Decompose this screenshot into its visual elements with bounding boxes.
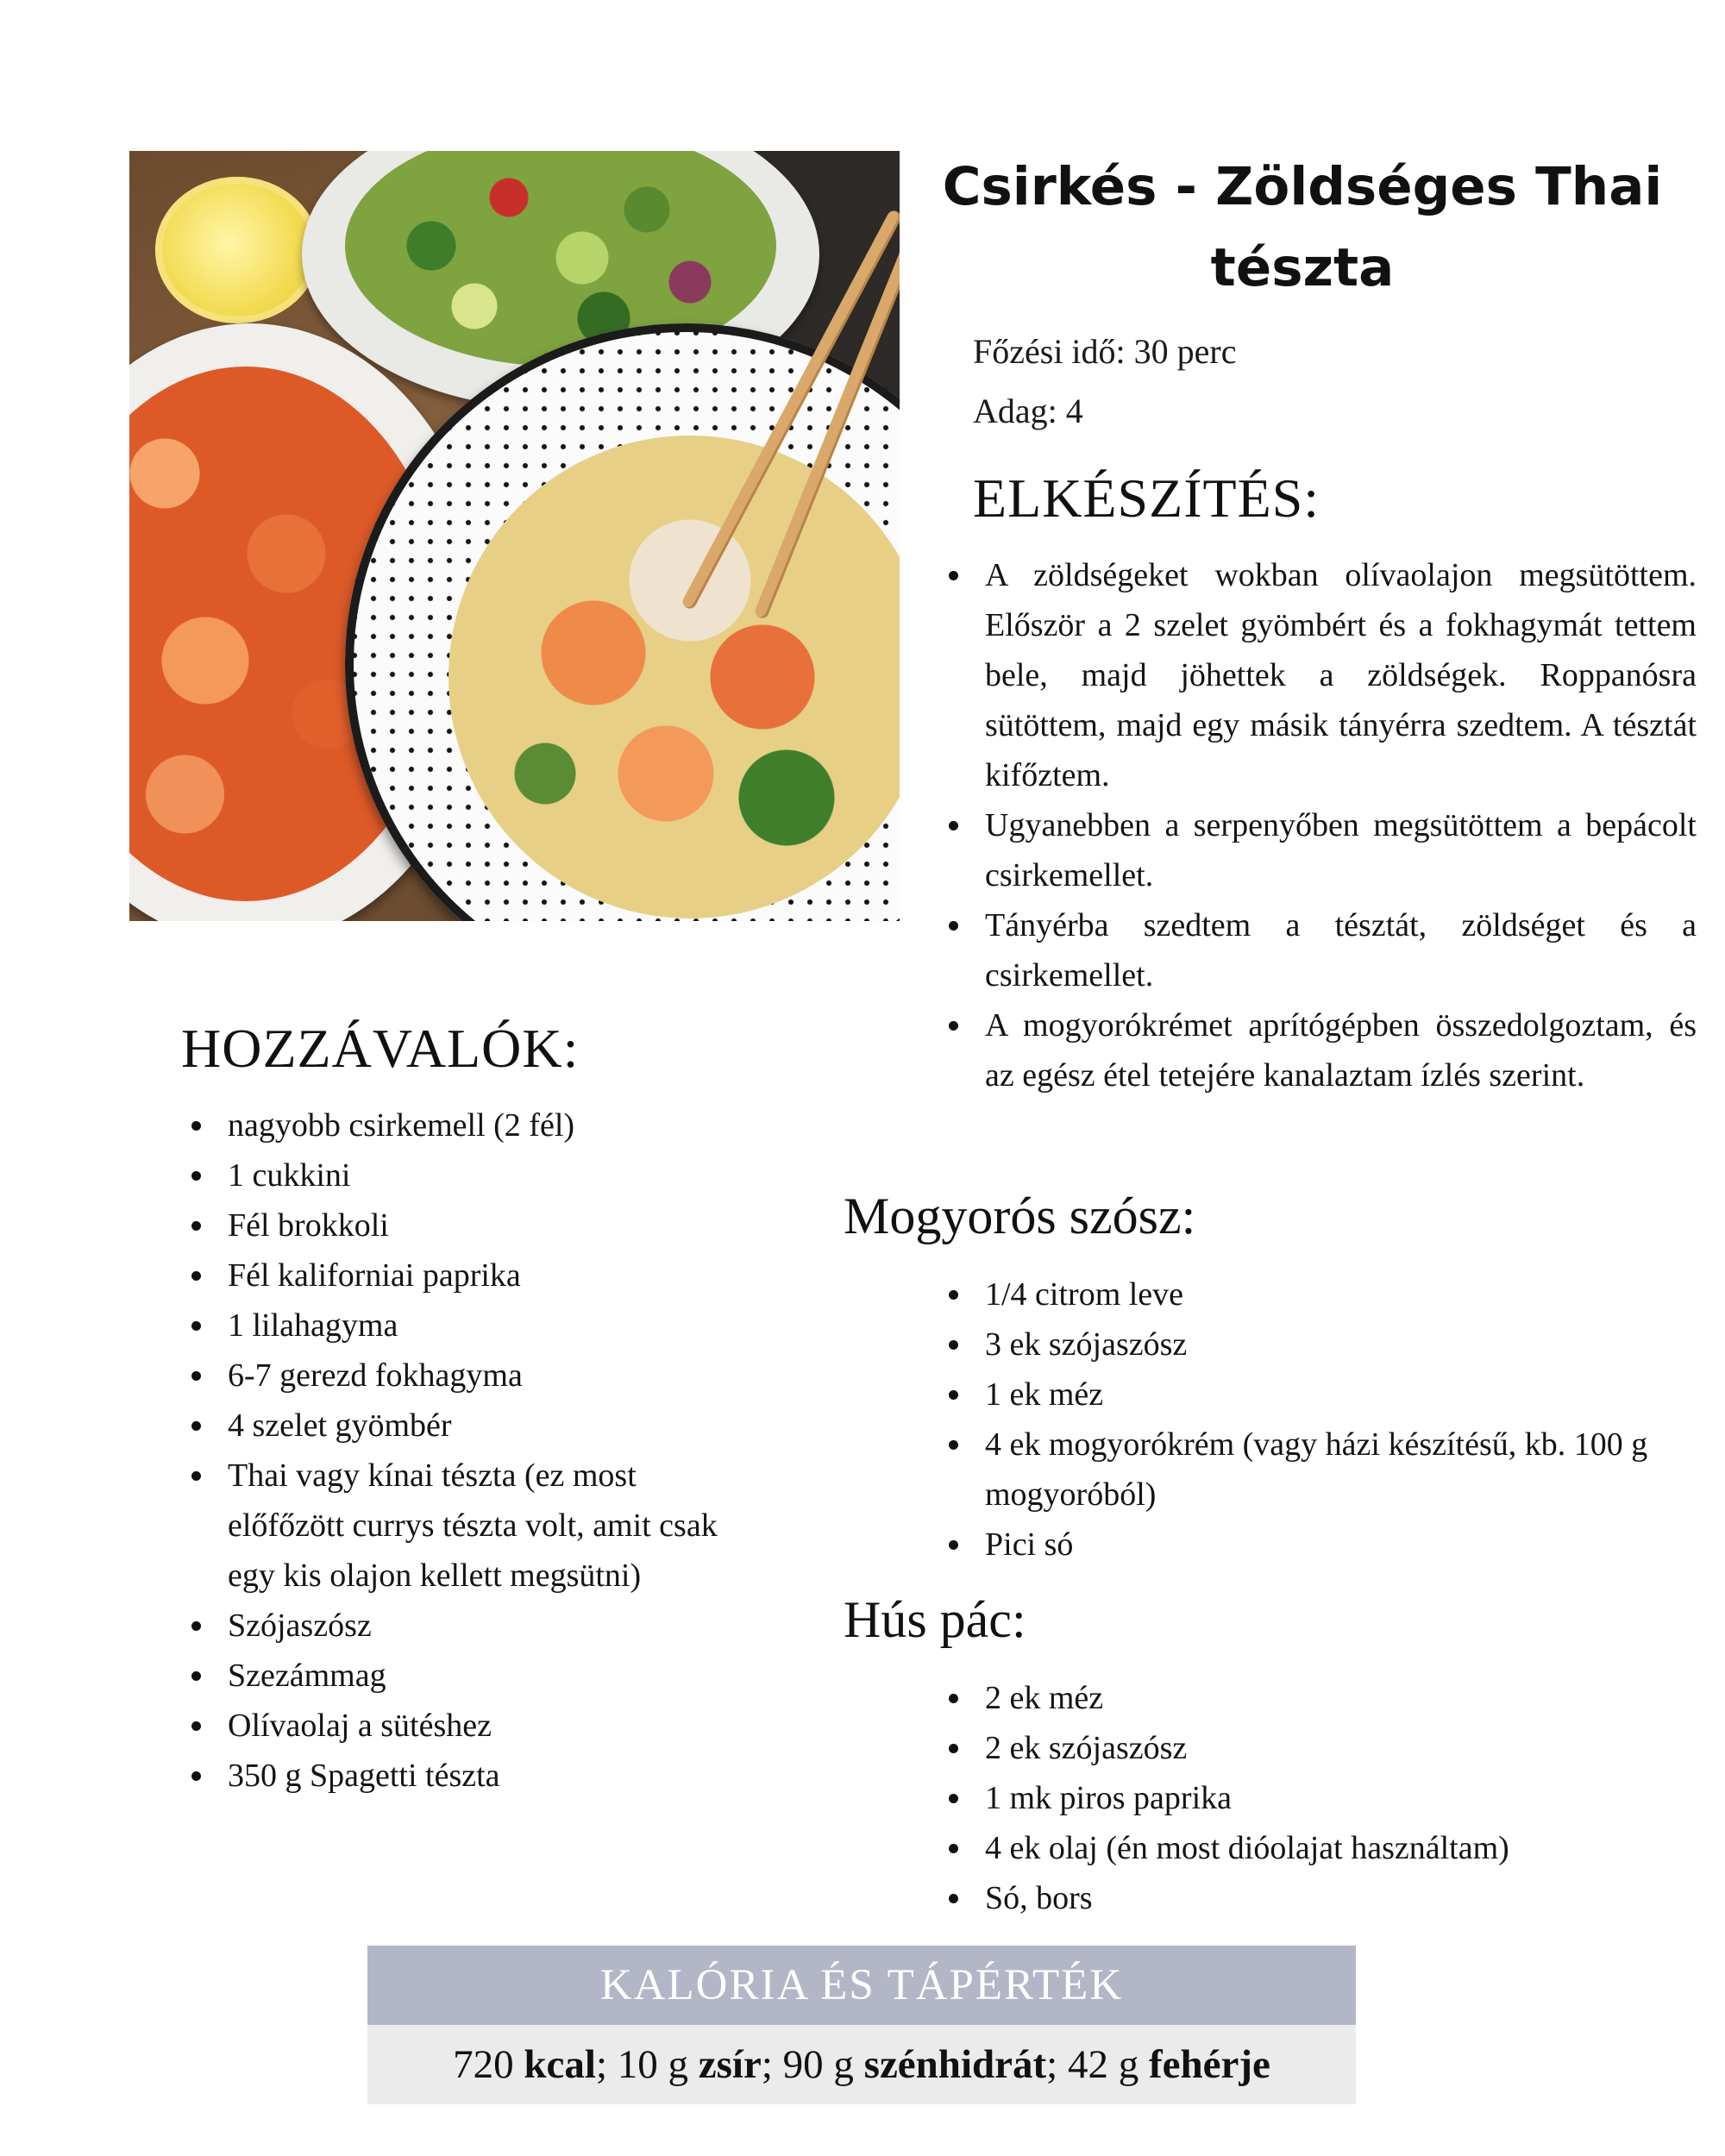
sauce-item: 1/4 citrom leve xyxy=(940,1269,1697,1319)
ingredient-item: Olívaolaj a sütéshez xyxy=(183,1701,735,1751)
marinade-list xyxy=(940,1673,1697,1923)
kcal-value: 720 xyxy=(453,2042,514,2087)
ingredient-item: 1 cukkini xyxy=(183,1150,735,1200)
ingredient-item: Fél kaliforniai paprika xyxy=(183,1250,735,1300)
lemon-half xyxy=(155,177,319,323)
sauce-item: Pici só xyxy=(940,1520,1697,1570)
ingredient-item: 6-7 gerezd fokhagyma xyxy=(183,1351,735,1401)
peanut-sauce-heading: Mogyorós szósz: xyxy=(844,1188,1196,1244)
preparation-step: Ugyanebben a serpenyőben megsütöttem a bepácolt csirkemellet. xyxy=(940,800,1697,900)
fat-value: ; 10 g xyxy=(595,2042,689,2087)
recipe-photo xyxy=(129,151,900,921)
ingredients-list xyxy=(183,1100,735,1801)
ingredient-item: Szójaszósz xyxy=(183,1601,735,1651)
carb-value: ; 90 g xyxy=(761,2042,854,2087)
preparation-list xyxy=(940,550,1697,1100)
carb-label: szénhidrát xyxy=(863,2042,1047,2087)
sauce-item: 1 ek méz xyxy=(940,1369,1697,1420)
ingredient-item: Fél brokkoli xyxy=(183,1200,735,1250)
marinade-heading: Hús pác: xyxy=(844,1591,1026,1648)
nutrition-values xyxy=(367,2025,1356,2104)
ingredient-item: Szezámmag xyxy=(183,1651,735,1701)
marinade-item: Só, bors xyxy=(940,1873,1697,1923)
protein-value: ; 42 g xyxy=(1046,2042,1139,2087)
recipe-title xyxy=(936,147,1669,309)
preparation-step: Tányérba szedtem a tésztát, zöldséget és a csirkemellet. xyxy=(940,900,1697,1000)
servings: Adag: 4 xyxy=(973,392,1083,430)
recipe-title-line-1: Csirkés - Zöldséges Thai xyxy=(942,156,1663,217)
ingredients-heading: HOZZÁVALÓK: xyxy=(181,1018,580,1079)
preparation-heading: ELKÉSZÍTÉS: xyxy=(973,467,1320,529)
marinade-item: 1 mk piros paprika xyxy=(940,1773,1697,1823)
fat-label: zsír xyxy=(698,2042,762,2087)
ingredient-item: 4 szelet gyömbér xyxy=(183,1401,735,1451)
recipe-title-line-2: tészta xyxy=(1210,237,1395,298)
ingredient-item: 350 g Spagetti tészta xyxy=(183,1751,735,1801)
kcal-label: kcal xyxy=(524,2042,596,2087)
ingredient-item: Thai vagy kínai tészta (ez most előfőzött currys tészta volt, amit csak egy kis olajon kellett megsütni) xyxy=(183,1451,735,1601)
ingredient-item: nagyobb csirkemell (2 fél) xyxy=(183,1100,735,1150)
marinade-item: 4 ek olaj (én most dióolajat használtam) xyxy=(940,1823,1697,1873)
sauce-item: 3 ek szójaszósz xyxy=(940,1319,1697,1369)
ingredient-item: 1 lilahagyma xyxy=(183,1300,735,1351)
protein-label: fehérje xyxy=(1148,2042,1270,2087)
marinade-item: 2 ek szójaszósz xyxy=(940,1723,1697,1773)
sauce-item: 4 ek mogyorókrém (vagy házi készítésű, kb. 100 g mogyoróból) xyxy=(940,1420,1697,1520)
preparation-step: A mogyorókrémet aprítógépben összedolgoztam, és az egész étel tetejére kanalaztam ízlés szerint. xyxy=(940,1000,1697,1100)
marinade-item: 2 ek méz xyxy=(940,1673,1697,1723)
cook-time: Főzési idő: 30 perc xyxy=(973,332,1237,371)
nutrition-heading: KALÓRIA ÉS TÁPÉRTÉK xyxy=(367,1946,1356,2025)
preparation-step: A zöldségeket wokban olívaolajon megsütöttem. Először a 2 szelet gyömbért és a fokhagymát tettem bele, majd jöhettek a zöldségek. Roppanósra sütöttem, majd egy másik tányérra szedtem. A tésztát kifőztem. xyxy=(940,550,1697,800)
peanut-sauce-list xyxy=(940,1269,1697,1570)
